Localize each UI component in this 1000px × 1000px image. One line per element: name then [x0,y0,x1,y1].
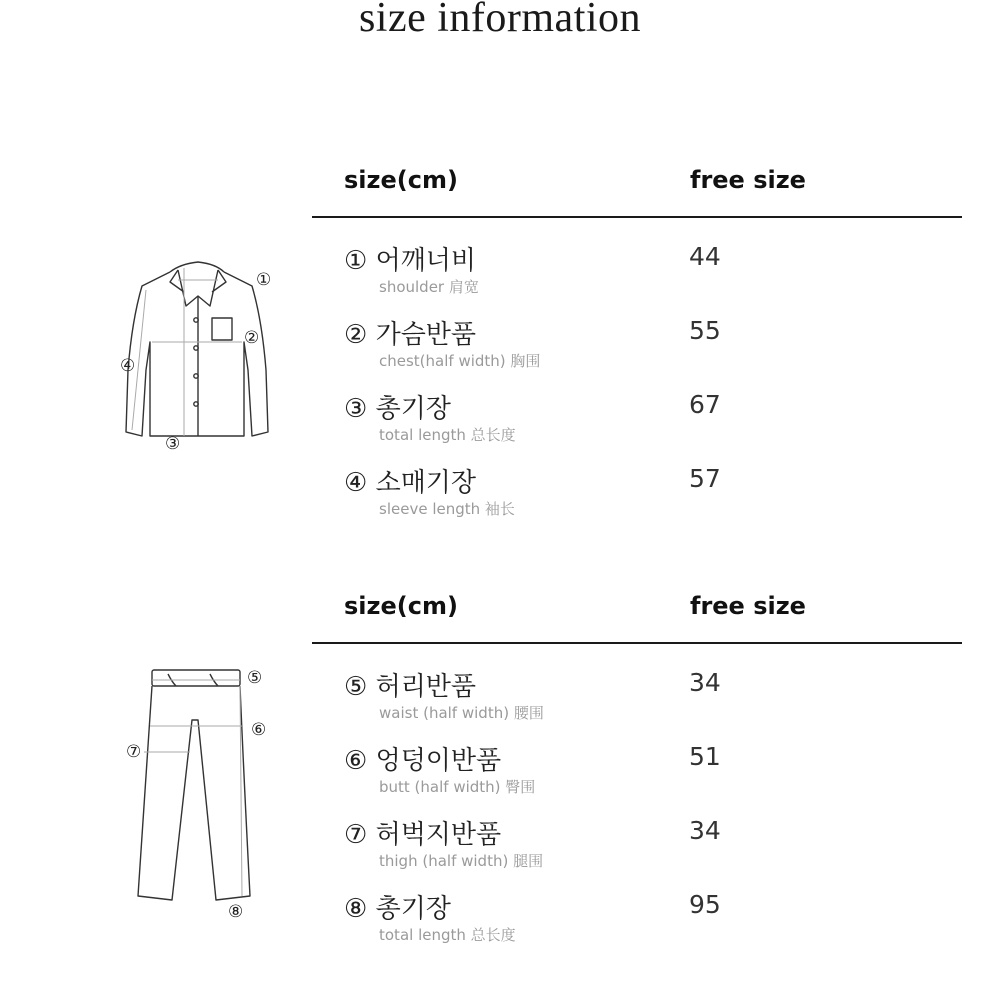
measure-value: 51 [689,742,721,771]
shirt-marker-2: ② [244,328,260,347]
measure-value: 57 [689,464,721,493]
pants-marker-7: ⑦ [126,742,142,761]
table-row [0,314,1000,388]
free-size-column-header: free size [690,592,806,620]
measure-name: ② 가슴반품 [344,320,477,350]
measure-name: ⑧ 총기장 [344,894,451,924]
measure-subtitle: sleeve length 袖长 [379,500,515,518]
pants-marker-5: ⑤ [247,668,263,687]
measure-subtitle: butt (half width) 臀围 [379,778,536,796]
measure-name: ⑥ 엉덩이반품 [344,746,502,776]
measure-subtitle: shoulder 肩宽 [379,278,479,296]
table-row [0,740,1000,814]
measure-name: ⑦ 허벅지반품 [344,820,502,850]
measure-subtitle: waist (half width) 腰围 [379,704,544,722]
size-column-header: size(cm) [344,166,458,194]
measure-value: 95 [689,890,721,919]
measure-value: 44 [689,242,721,271]
header-divider [312,642,962,644]
pants-marker-6: ⑥ [251,720,267,739]
page-title: size information [358,0,642,41]
measure-subtitle: total length 总长度 [379,426,516,444]
measure-name: ⑤ 허리반품 [344,672,477,702]
measure-name: ① 어깨너비 [344,246,477,276]
table-row [0,240,1000,314]
pants-marker-8: ⑧ [228,902,244,921]
table-row [0,666,1000,740]
measure-value: 67 [689,390,721,419]
shirt-marker-4: ④ [120,356,136,375]
table-row [0,388,1000,462]
table-row [0,462,1000,536]
measure-name: ③ 총기장 [344,394,451,424]
measure-subtitle: chest(half width) 胸围 [379,352,541,370]
measure-name: ④ 소매기장 [344,468,477,498]
header-divider [312,216,962,218]
free-size-column-header: free size [690,166,806,194]
measure-value: 34 [689,816,721,845]
table-row [0,888,1000,962]
measure-value: 55 [689,316,721,345]
measure-value: 34 [689,668,721,697]
shirt-marker-1: ① [256,270,272,289]
measure-subtitle: total length 总长度 [379,926,516,944]
measure-subtitle: thigh (half width) 腿围 [379,852,544,870]
table-row [0,814,1000,888]
shirt-marker-3: ③ [165,434,181,453]
size-column-header: size(cm) [344,592,458,620]
